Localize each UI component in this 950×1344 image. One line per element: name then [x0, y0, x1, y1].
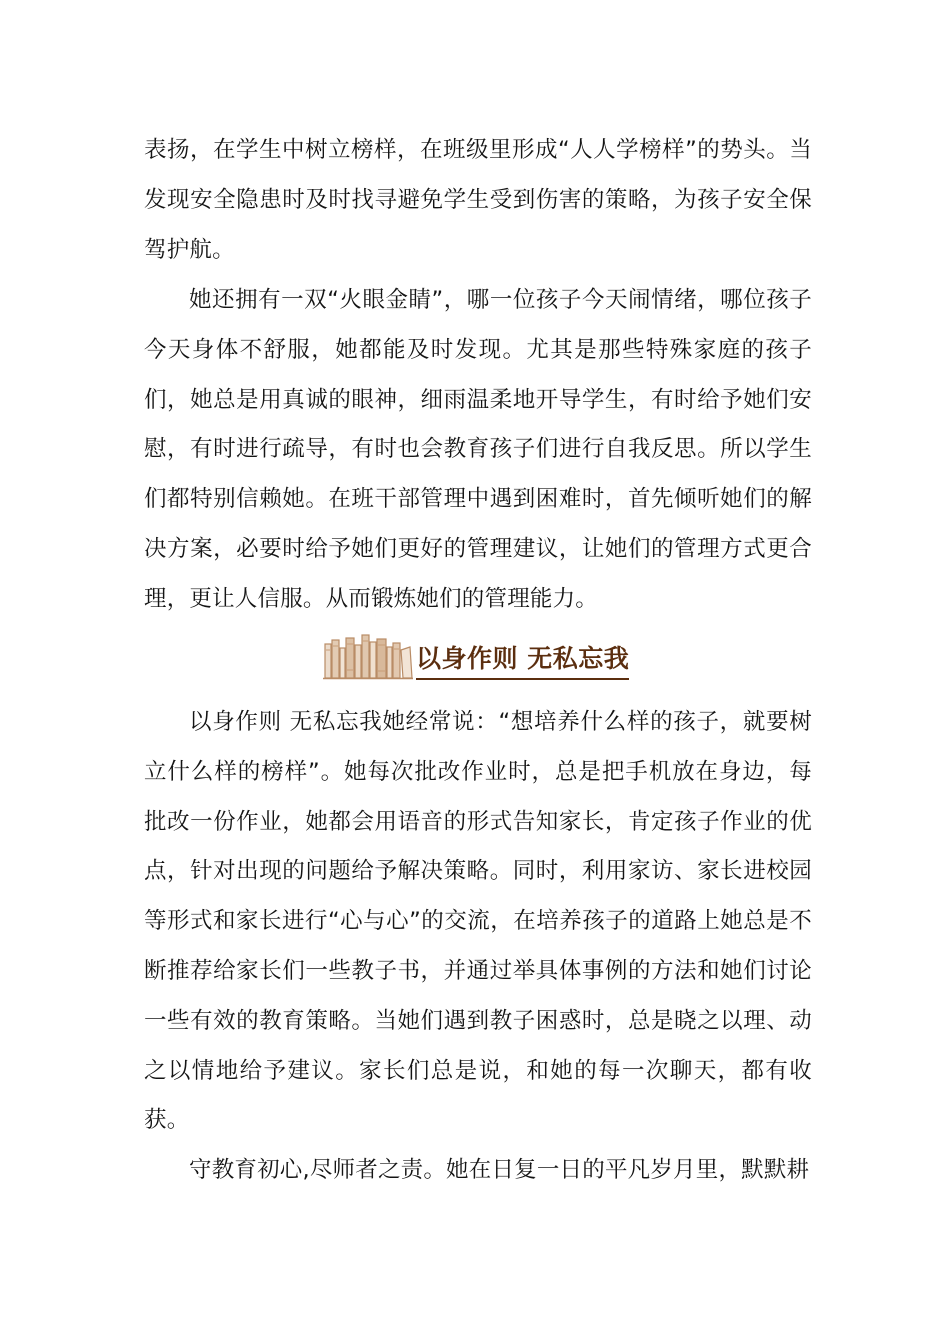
paragraph-1: 表扬，在学生中树立榜样，在班级里形成“人人学榜样”的势头。当发现安全隐患时及时找寻避免学生受到伤害的策略，为孩子安全保驾护航。 — [144, 137, 812, 263]
books-icon — [322, 630, 414, 680]
paragraph-4: 守教育初心,尽师者之责。她在日复一日的平凡岁月里，默默耕 — [189, 1157, 810, 1183]
paragraph-2: 她还拥有一双“火眼金睛”，哪一位孩子今天闹情绪，哪位孩子今天身体不舒服，她都能及时发现。尤其是那些特殊家庭的孩子们，她总是用真诚的眼神，细雨温柔地开导学生，有时给予她们安慰，有时进行疏导，有时也会教育孩子们进行自我反思。所以学生们都特别信赖她。在班干部管理中遇到困难时，首先倾听她们的解决方案，必要时给予她们更好的管理建议，让她们的管理方式更合理，更让人信服。从而锻炼她们的管理能力。 — [144, 287, 812, 612]
paragraph-3: 以身作则 无私忘我她经常说：“想培养什么样的孩子，就要树立什么样的榜样”。她每次批改作业时，总是把手机放在身边，每批改一份作业，她都会用语音的形式告知家长，肯定孩子作业的优点，针对出现的问题给予解决策略。同时，利用家访、家长进校园等形式和家长进行“心与心”的交流，在培养孩子的道路上她总是不断推荐给家长们一些教子书，并通过举具体事例的方法和她们讨论一些有效的教育策略。当她们遇到教子困惑时，总是晓之以理、动之以情地给予建议。家长们总是说，和她的每一次聊天，都有收获。 — [144, 709, 812, 1134]
section-heading — [322, 620, 629, 680]
section-heading-text: 以身作则 无私忘我 — [416, 643, 629, 680]
